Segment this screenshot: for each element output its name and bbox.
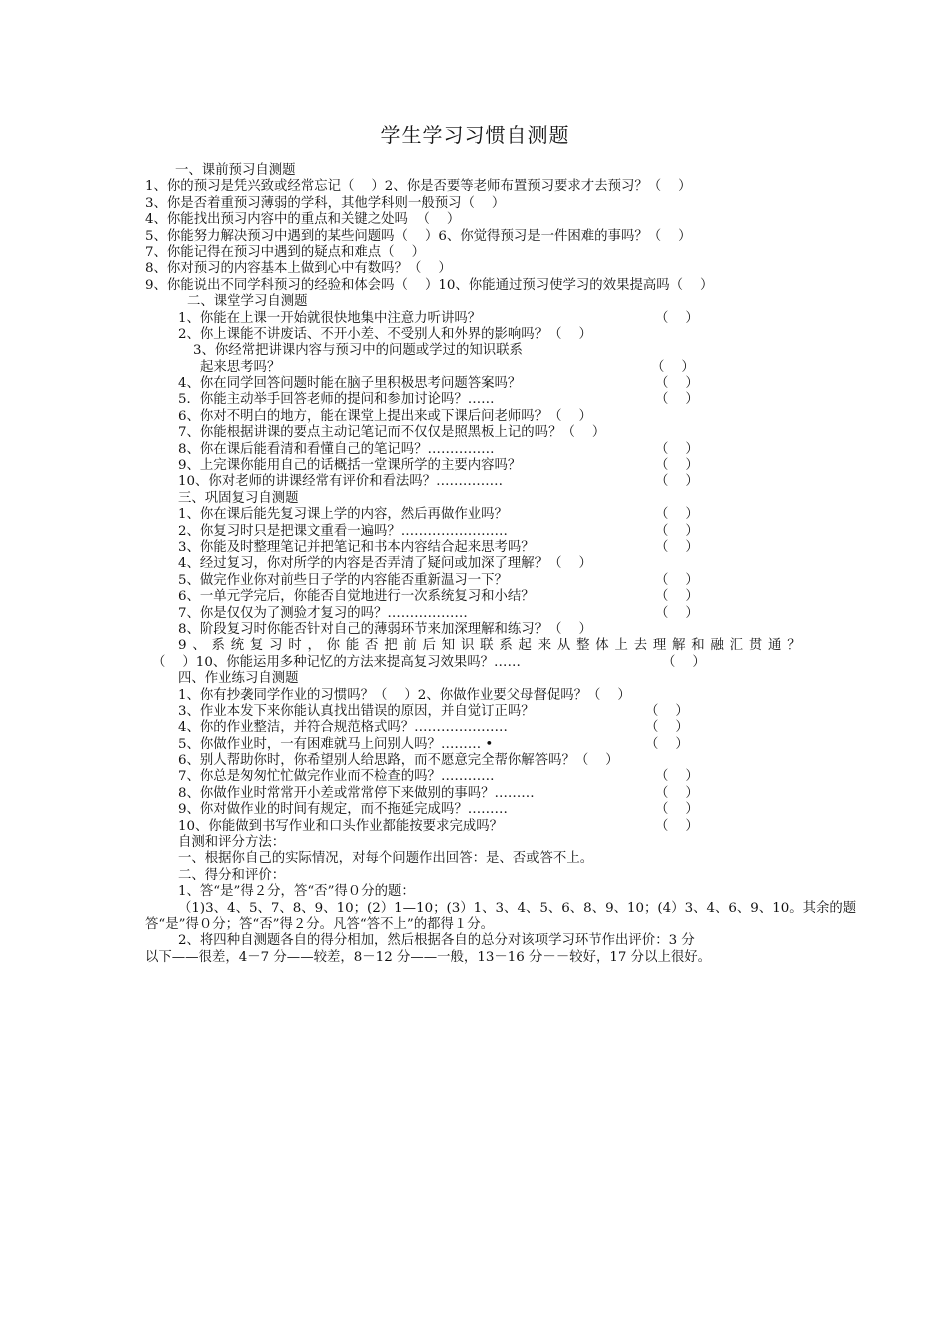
- question-line: 1、你在课后能先复习课上学的内容，然后再做作业吗？: [178, 507, 508, 523]
- answer-bracket: （ ）: [645, 720, 689, 736]
- question-line: 10、你对老师的讲课经常有评价和看法吗？……………: [178, 474, 504, 490]
- answer-bracket: （ ）: [655, 802, 699, 818]
- answer-bracket: （ ）: [655, 605, 699, 621]
- answer-bracket: （ ）: [655, 572, 699, 588]
- question-line: 5．你能主动举手回答老师的提问和参加讨论吗？……: [178, 392, 495, 408]
- question-line: 起来思考吗？: [200, 359, 281, 375]
- answer-bracket: （ ）: [655, 376, 699, 392]
- question-line: 4、你在同学回答问题时能在脑子里积极思考问题答案吗？: [178, 376, 522, 392]
- question-line: 9、你对做作业的时间有规定，而不拖延完成吗？………: [178, 802, 508, 818]
- question-line: 2、你上课能不讲废话、不开小差、不受别人和外界的影响吗？（ ）: [178, 326, 592, 342]
- question-line: 3、你能及时整理笔记并把笔记和书本内容结合起来思考吗？: [178, 539, 535, 555]
- question-line: 6、一单元学完后，你能否自觉地进行一次系统复习和小结？: [178, 589, 535, 605]
- question-line: 7、你总是匆匆忙忙做完作业而不检查的吗？…………: [178, 769, 495, 785]
- answer-bracket: （ ）: [655, 458, 699, 474]
- answer-bracket: （ ）: [651, 359, 695, 375]
- question-line: 9、系统复习时，你能否把前后知识联系起来从整体上去理解和融汇贯通？: [178, 638, 803, 654]
- scoring-line: 2、将四种自测题各自的得分相加，然后根据各自的总分对该项学习环节作出评价：3 分: [178, 933, 695, 949]
- question-line: 4、你的作业整洁，并符合规范格式吗？…………………: [178, 720, 508, 736]
- answer-bracket: （ ）: [655, 785, 699, 801]
- scoring-line: 答“是”得０分；答“否”得２分。凡答“答不上”的都得１分。: [145, 916, 495, 932]
- page-title: 学生学习习惯自测题: [380, 123, 570, 147]
- question-line: 9、你能说出不同学科预习的经验和体会吗（ ）10、你能通过预习使学习的效果提高吗（ ）: [145, 277, 714, 293]
- document-body: [0, 163, 950, 966]
- question-line: 3、你是否着重预习薄弱的学科，其他学科则一般预习（ ）: [145, 195, 506, 211]
- answer-bracket: （ ）: [655, 392, 699, 408]
- answer-bracket: （ ）: [655, 310, 699, 326]
- section-heading: 一、课前预习自测题: [175, 163, 296, 178]
- question-line: 5、你做作业时，一有困难就马上问别人吗？……… •: [178, 736, 494, 752]
- question-line: 1、你的预习是凭兴致或经常忘记（ ）2、你是否要等老师布置预习要求才去预习？（ ）: [145, 179, 692, 195]
- answer-bracket: （ ）: [655, 769, 699, 785]
- question-line: 7、你能记得在预习中遇到的疑点和难点（ ）: [145, 244, 425, 260]
- answer-bracket: （ ）: [655, 523, 699, 539]
- question-line: 8、阶段复习时你能否针对自己的薄弱环节来加深理解和练习？（ ）: [178, 621, 592, 637]
- question-line: 8、你做作业时常常开小差或常常停下来做别的事吗？………: [178, 785, 535, 801]
- question-line: 6、别人帮助你时，你希望别人给思路，而不愿意完全帮你解答吗？（ ）: [178, 753, 619, 769]
- answer-bracket: （ ）: [655, 589, 699, 605]
- question-line: 6、你对不明白的地方，能在课堂上提出来或下课后问老师吗？（ ）: [178, 408, 592, 424]
- section-heading: 二、课堂学习自测题: [187, 294, 308, 310]
- scoring-line: 1、答“是”得２分，答“否”得０分的题：: [178, 884, 415, 900]
- answer-bracket: （ ）: [655, 507, 699, 523]
- answer-bracket: （ ）: [645, 736, 689, 752]
- question-line: 1、你有抄袭同学作业的习惯吗？（ ）2、你做作业要父母督促吗？（ ）: [178, 687, 631, 703]
- question-line: 3、你经常把讲课内容与预习中的问题或学过的知识联系: [193, 343, 523, 359]
- answer-bracket: （ ）: [645, 703, 689, 719]
- question-line: 1、你能在上课一开始就很快地集中注意力听讲吗？: [178, 310, 482, 326]
- question-line: 7、你是仅仅为了测验才复习的吗？………………: [178, 605, 468, 621]
- answer-bracket: （ ）: [655, 818, 699, 834]
- question-line: 10、你能做到书写作业和口头作业都能按要求完成吗？: [178, 818, 504, 834]
- question-line: 9、上完课你能用自己的话概括一堂课所学的主要内容吗？: [178, 458, 522, 474]
- question-line: 5、你能努力解决预习中遇到的某些问题吗（ ）6、你觉得预习是一件困难的事吗？（ ）: [145, 228, 692, 244]
- question-line: 4、你能找出预习内容中的重点和关键之处吗 （ ）: [145, 212, 461, 228]
- scoring-line: 以下——很差，4－7 分——较差，8－12 分——一般，13－16 分－－较好，17 分以上很好。: [145, 949, 712, 965]
- section-heading: 四、作业练习自测题: [178, 671, 299, 687]
- scoring-line: 一、根据你自己的实际情况，对每个问题作出回答：是、否或答不上。: [178, 851, 594, 867]
- scoring-line: 二、得分和评价：: [178, 867, 286, 883]
- question-line: 8、你对预习的内容基本上做到心中有数吗？（ ）: [145, 261, 452, 277]
- question-line: 7、你能根据讲课的要点主动记笔记而不仅仅是照黑板上记的吗？（ ）: [178, 425, 606, 441]
- scoring-heading: 自测和评分方法：: [178, 835, 286, 851]
- question-line: 2、你复习时只是把课文重看一遍吗？……………………: [178, 523, 508, 539]
- answer-bracket: （ ）: [655, 441, 699, 457]
- question-line: 8、你在课后能看清和看懂自己的笔记吗？……………: [178, 441, 495, 457]
- answer-bracket: （ ）: [655, 539, 699, 555]
- question-line: （ ）10、你能运用多种记忆的方法来提高复习效果吗？……: [152, 654, 521, 670]
- scoring-line: （1)3、4、5、7、8、9、10；(2）1—10；(3）1、3、4、5、6、8、9、10；(4）3、4、6、9、10。其余的题: [178, 900, 857, 916]
- answer-bracket: （ ）: [655, 474, 699, 490]
- question-line: 4、经过复习，你对所学的内容是否弄清了疑问或加深了理解？（ ）: [178, 556, 592, 572]
- section-heading: 三、巩固复习自测题: [178, 490, 299, 506]
- answer-bracket: （ ）: [662, 654, 706, 670]
- question-line: 5、做完作业你对前些日子学的内容能否重新温习一下？: [178, 572, 508, 588]
- question-line: 3、作业本发下来你能认真找出错误的原因，并自觉订正吗？: [178, 703, 535, 719]
